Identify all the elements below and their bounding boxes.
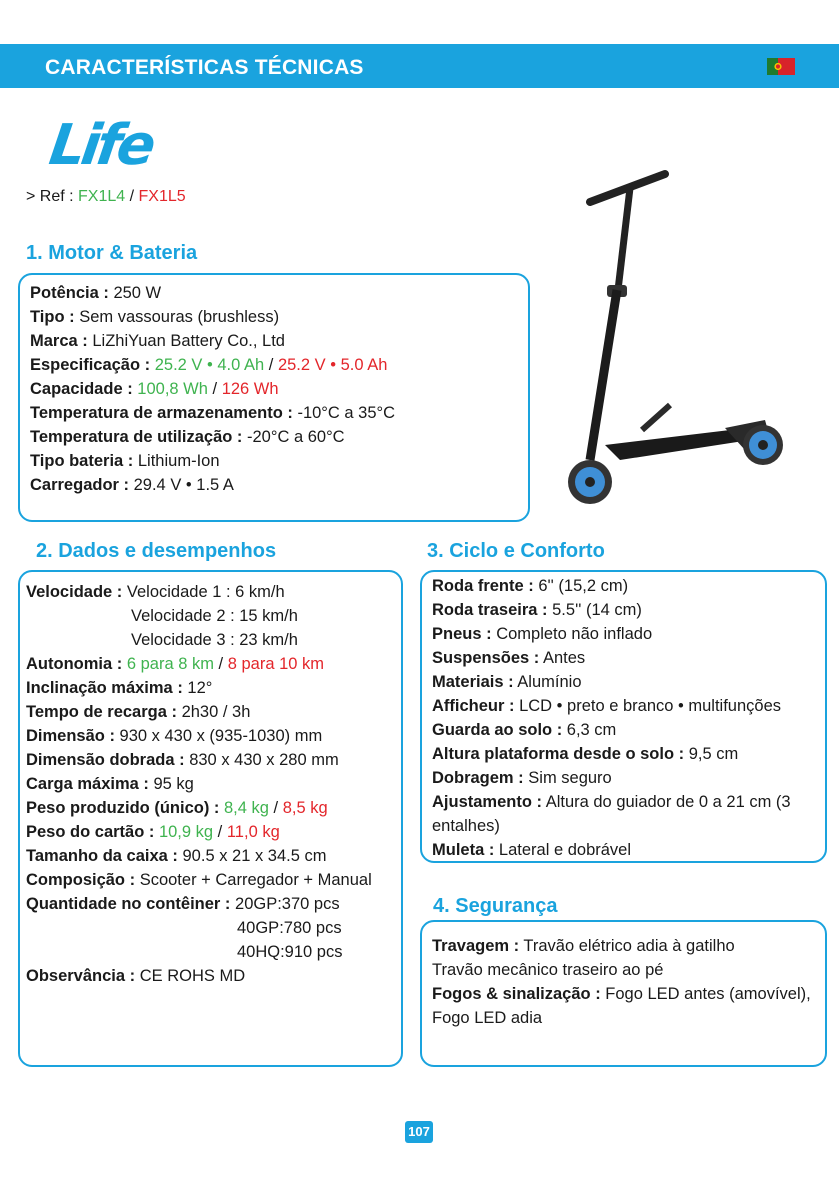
dados-specs: Velocidade : Velocidade 1 : 6 km/h Velocidade 2 : 15 km/h Velocidade 3 : 23 km/h Autonomia : 6 para 8 km / 8 para 10 km Inclinação máxima : 12° Tempo de recarga : 2h30 / 3h Dimensão : 930 x 430 x (935-1030) mm Dimensão dobrada : 830 x 430 x 280 mm Carga máxima : 95 kg Peso produzido (único) : 8,4 kg / 8,5 kg Peso do cartão : 10,9 kg / 11,0 kg Tamanho da caixa : 90.5 x 21 x 34.5 cm Composição : Scooter + Carregador + Manual Quantidade no contêiner : 20GP:370 pcs 40GP:780 pcs 40HQ:910 pcs Observância : CE ROHS MD (26, 583, 372, 985)
section-title-seguranca: 4. Segurança (433, 895, 558, 917)
seguranca-specs: Travagem : Travão elétrico adia à gatilho Travão mecânico traseiro ao pé Fogos & sinalização : Fogo LED antes (amovível), Fogo LED adia (432, 937, 811, 1027)
motor-specs: Potência : 250 W Tipo : Sem vassouras (brushless) Marca : LiZhiYuan Battery Co., Ltd Especificação : 25.2 V • 4.0 Ah / 25.2 V • 5.0 Ah Capacidade : 100,8 Wh / 126 Wh Temperatura de armazenamento : -10°C a 35°C Temperatura de utilização : -20°C a 60°C Tipo bateria : Lithium-Ion Carregador : 29.4 V • 1.5 A (30, 284, 396, 494)
ciclo-specs: Roda frente : 6'' (15,2 cm) Roda traseira : 5.5'' (14 cm) Pneus : Completo não inflado Suspensões : Antes Materiais : Alumínio Afficheur : LCD • preto e branco • multifunções Guarda ao solo : 6,3 cm Altura plataforma desde o solo : 9,5 cm Dobragem : Sim seguro Ajustamento : Altura do guiador de 0 a 21 cm (3 entalhes) Muleta : Lateral e dobrável (432, 577, 791, 859)
portugal-flag-icon (767, 58, 795, 75)
brand-logo: Life (45, 113, 156, 178)
page-number: 107 (405, 1121, 433, 1143)
section-title-dados: 2. Dados e desempenhos (36, 540, 277, 562)
section-title-motor: 1. Motor & Bateria (26, 242, 198, 264)
ref-code-1: FX1L4 (78, 188, 126, 205)
scooter-image (560, 160, 790, 520)
reference-line: > Ref : FX1L4 / FX1L5 (26, 188, 186, 205)
ref-code-2: FX1L5 (138, 188, 186, 205)
page-title: CARACTERÍSTICAS TÉCNICAS (45, 56, 364, 79)
section-title-ciclo: 3. Ciclo e Conforto (427, 540, 605, 562)
